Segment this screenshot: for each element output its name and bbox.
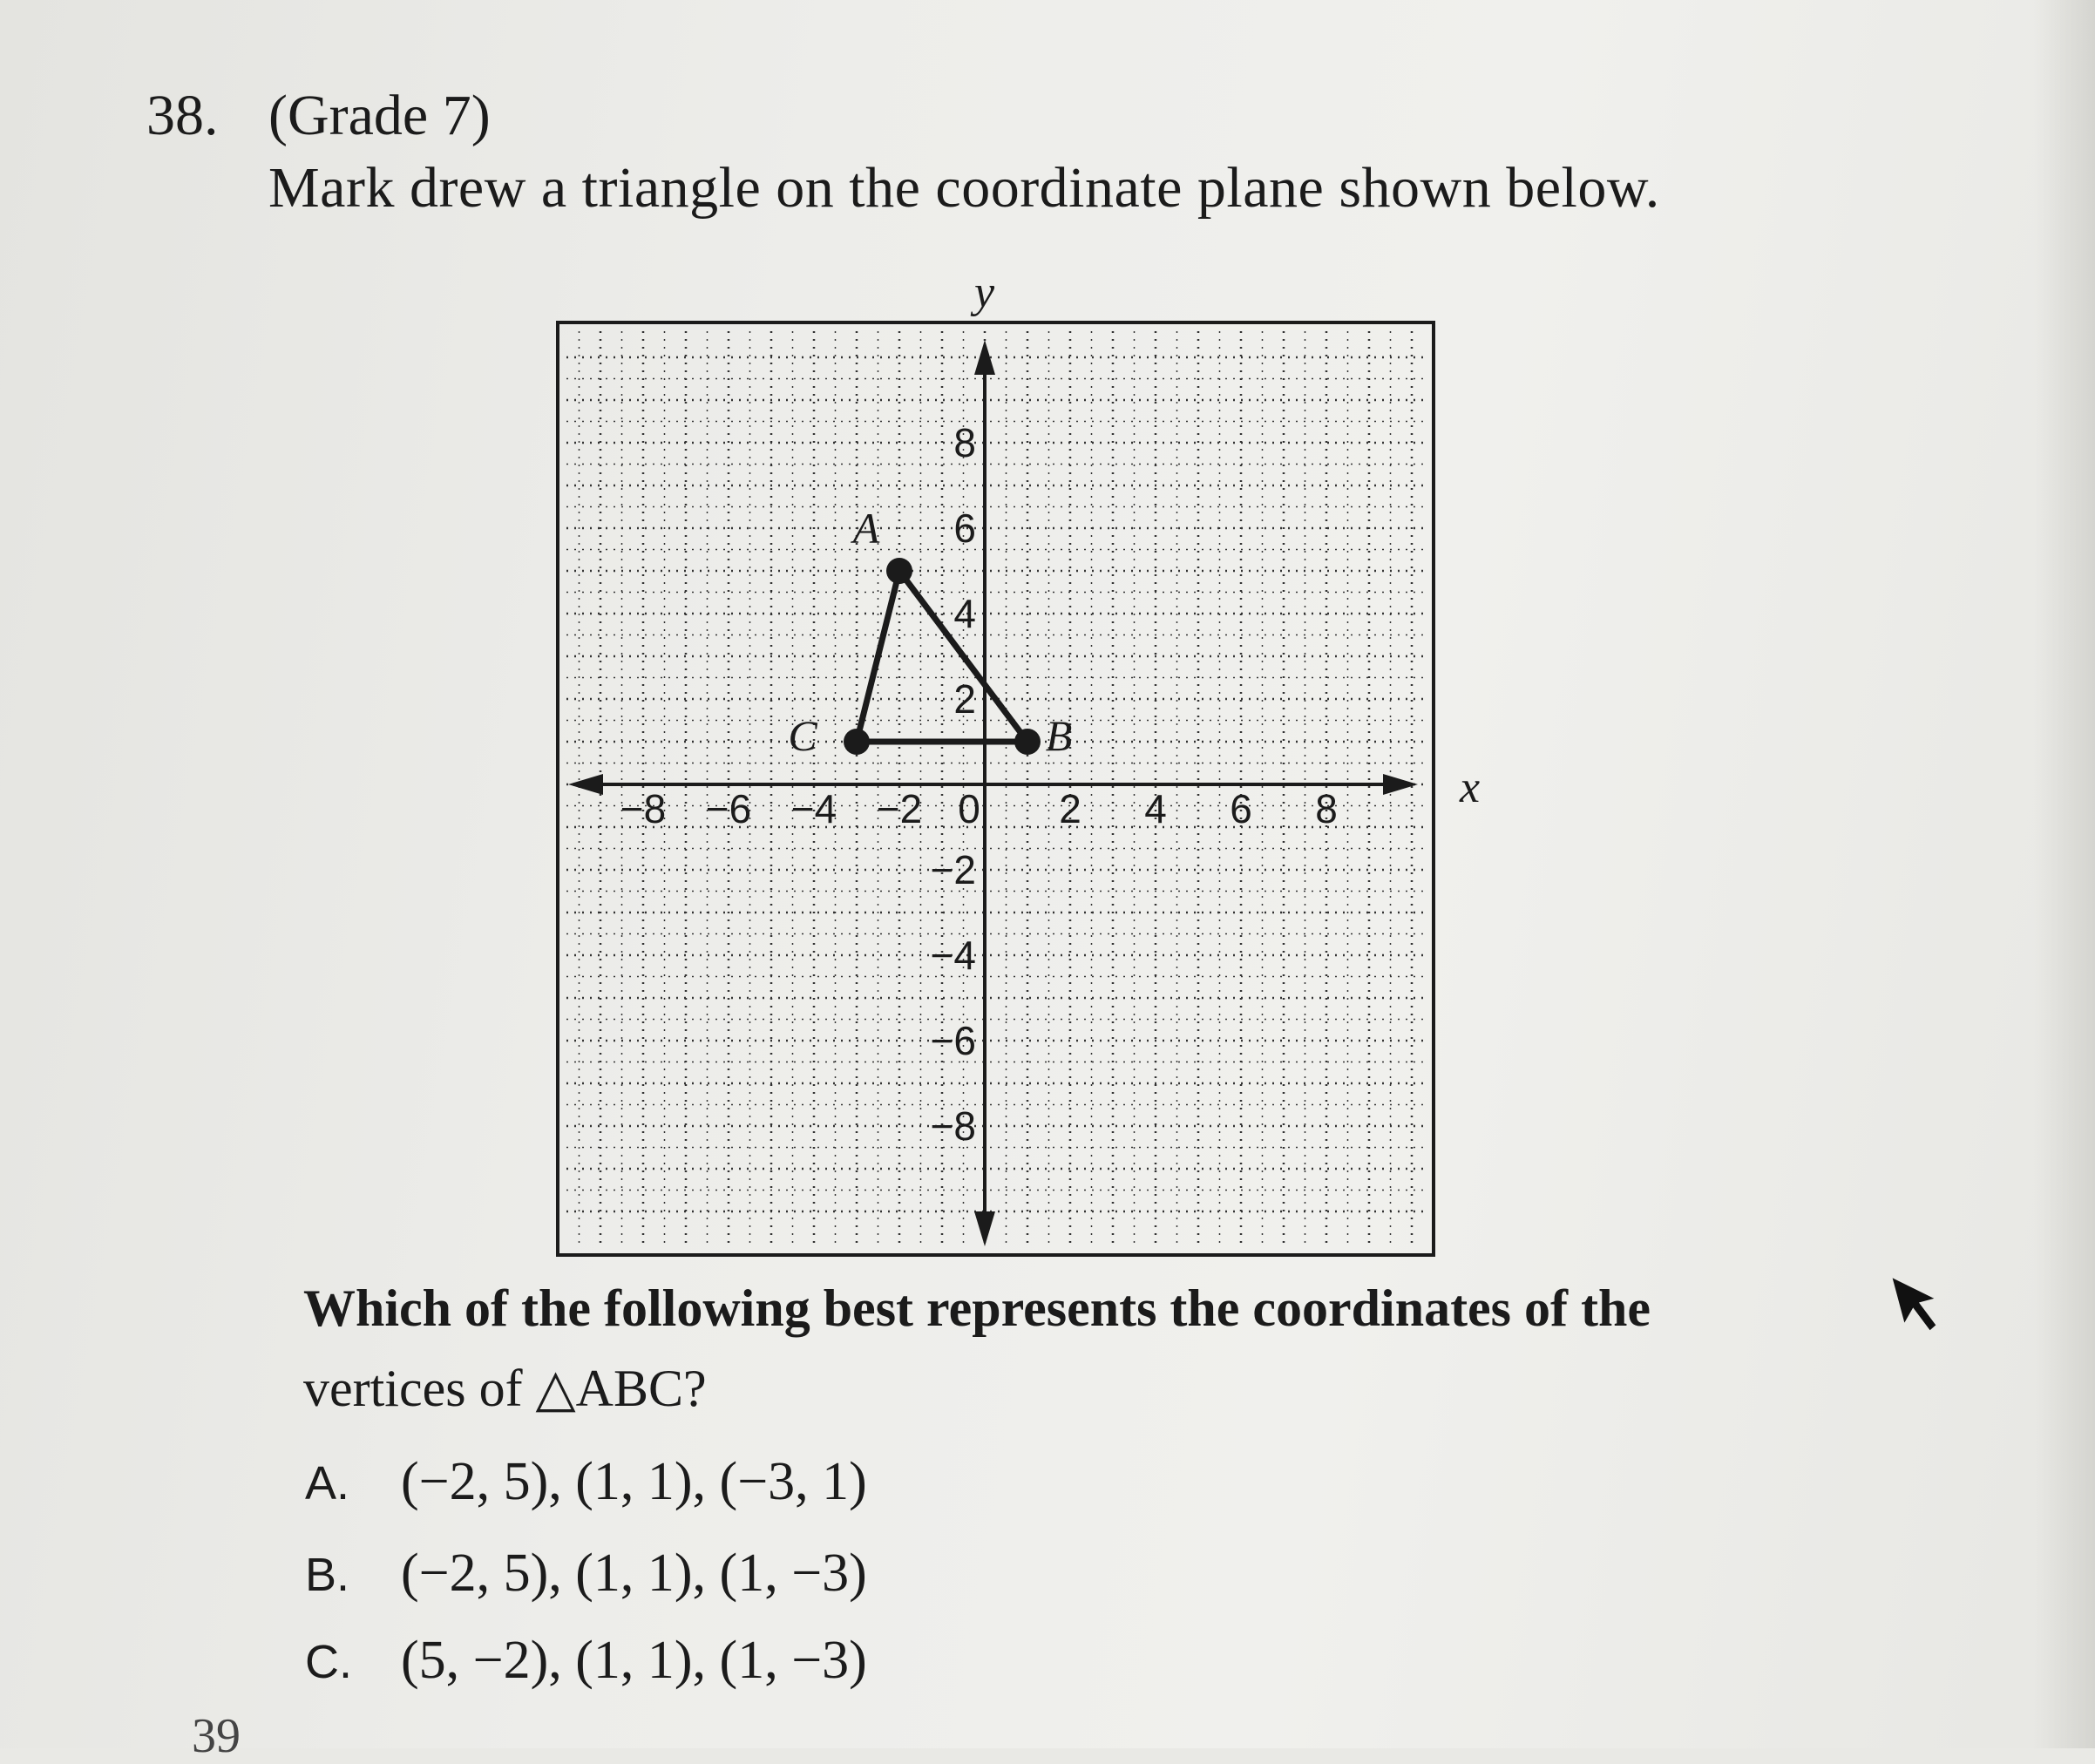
choice-c[interactable] [305, 1630, 867, 1692]
coordinate-plane [523, 268, 1481, 1272]
choice-b[interactable] [305, 1543, 867, 1605]
vertex-label-B: B [1045, 711, 1073, 760]
vertex-label-C: C [788, 711, 817, 760]
vertex-point-A [886, 558, 912, 584]
y-tick-label: −2 [930, 847, 976, 892]
x-tick-label: 0 [958, 786, 980, 831]
question-line-2: vertices of △ABC? [303, 1360, 707, 1417]
x-tick-label: 2 [1059, 786, 1081, 831]
x-tick-label: 4 [1144, 786, 1167, 831]
problem-number: 38. [146, 84, 219, 147]
vertex-label-A: A [852, 504, 880, 553]
choice-c-text: (5, −2), (1, 1), (1, −3) [401, 1631, 867, 1690]
x-tick-label: −4 [790, 786, 837, 831]
choice-a[interactable] [305, 1451, 867, 1513]
choice-b-text: (−2, 5), (1, 1), (1, −3) [401, 1544, 867, 1603]
arrow-cursor-icon [1891, 1268, 1943, 1338]
x-tick-label: 6 [1230, 786, 1252, 831]
choice-a-letter: A. [305, 1457, 350, 1510]
y-tick-label: 2 [953, 676, 976, 722]
choice-c-letter: C. [305, 1636, 352, 1688]
y-axis-down-arrow-icon [974, 1211, 995, 1246]
vertex-point-B [1014, 729, 1041, 755]
y-tick-label: −4 [930, 933, 976, 978]
y-tick-label: 8 [953, 420, 976, 465]
vertex-point-C [844, 729, 870, 755]
x-axis-right-arrow-icon [1383, 774, 1418, 795]
question-line-1: Which of the following best represents the coordinates of the [303, 1279, 1651, 1337]
x-axis-label: x [1460, 763, 1481, 812]
x-tick-label: −8 [620, 786, 667, 831]
x-axis-left-arrow-icon [568, 774, 603, 795]
x-tick-label: −2 [876, 786, 923, 831]
problem-prompt: Mark drew a triangle on the coordinate plane shown below. [268, 156, 1660, 220]
graph-frame [558, 322, 1434, 1255]
y-axis-up-arrow-icon [974, 340, 995, 375]
choice-b-letter: B. [305, 1549, 350, 1601]
y-axis-label: y [974, 268, 995, 317]
y-tick-label: −6 [930, 1018, 976, 1063]
x-tick-label: −6 [705, 786, 752, 831]
y-tick-label: 6 [953, 505, 976, 551]
grade-label: (Grade 7) [268, 84, 491, 147]
page-edge-shadow [2034, 0, 2095, 1748]
y-tick-label: 4 [953, 591, 976, 636]
x-tick-label: 8 [1315, 786, 1338, 831]
question-text [303, 1268, 1959, 1428]
y-tick-label: −8 [930, 1103, 976, 1149]
next-problem-number-fragment: 39 [192, 1709, 241, 1763]
choice-a-text: (−2, 5), (1, 1), (−3, 1) [401, 1452, 867, 1511]
